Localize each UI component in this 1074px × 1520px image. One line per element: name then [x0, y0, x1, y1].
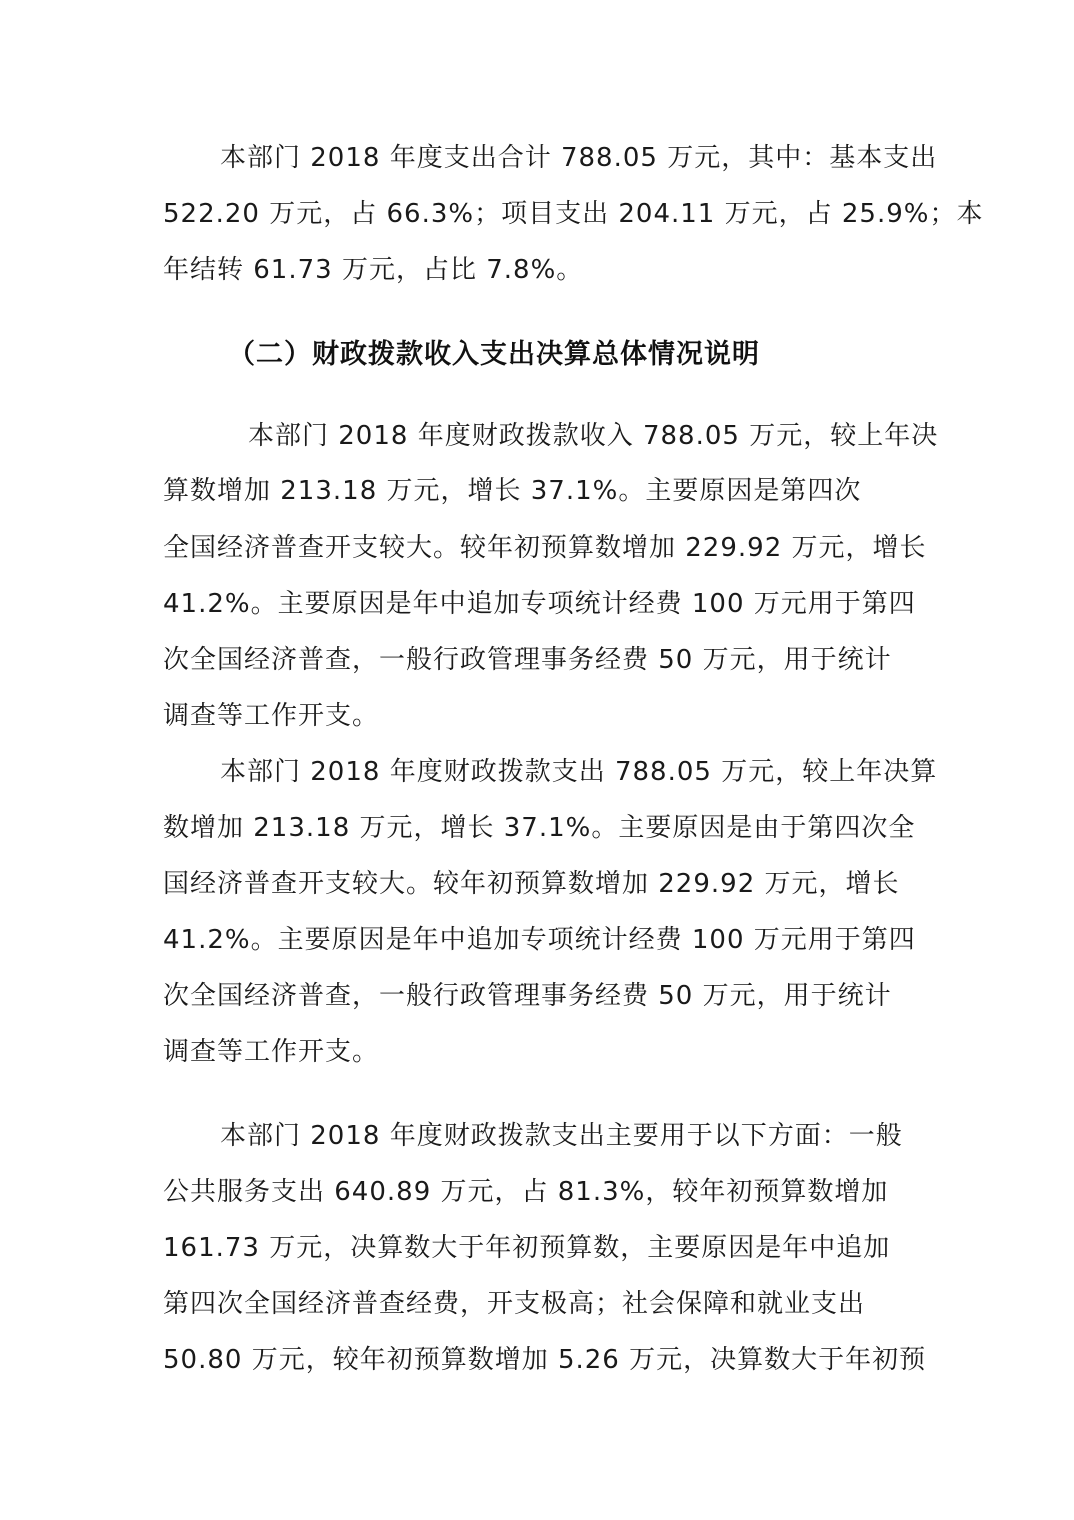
- paragraph-2-line-4: 41.2%。主要原因是年中追加专项统计经费 100 万元用于第四: [163, 589, 916, 619]
- paragraph-4-line-4: 第四次全国经济普查经费，开支极高；社会保障和就业支出: [163, 1289, 866, 1319]
- paragraph-4-line-5: 50.80 万元，较年初预算数增加 5.26 万元，决算数大于年初预: [163, 1345, 927, 1375]
- paragraph-2-line-6: 调查等工作开支。: [163, 701, 380, 731]
- paragraph-4-line-2: 公共服务支出 640.89 万元，占 81.3%，较年初预算数增加: [163, 1177, 889, 1207]
- paragraph-2-line-5: 次全国经济普查，一般行政管理事务经费 50 万元，用于统计: [163, 645, 892, 675]
- paragraph-3-line-1: 本部门 2018 年度财政拨款支出 788.05 万元，较上年决算: [220, 757, 938, 787]
- paragraph-1-line-2: 522.20 万元，占 66.3%；项目支出 204.11 万元，占 25.9%；本: [163, 199, 984, 229]
- paragraph-2-line-2: 算数增加 213.18 万元，增长 37.1%。主要原因是第四次: [163, 476, 862, 506]
- paragraph-4-line-3: 161.73 万元，决算数大于年初预算数，主要原因是年中追加: [163, 1233, 891, 1263]
- paragraph-4-line-1: 本部门 2018 年度财政拨款支出主要用于以下方面：一般: [220, 1121, 903, 1151]
- paragraph-3-line-2: 数增加 213.18 万元，增长 37.1%。主要原因是由于第四次全: [163, 813, 916, 843]
- paragraph-3-line-6: 调查等工作开支。: [163, 1037, 380, 1067]
- paragraph-1-line-1: 本部门 2018 年度支出合计 788.05 万元，其中：基本支出: [220, 143, 938, 173]
- paragraph-3-line-4: 41.2%。主要原因是年中追加专项统计经费 100 万元用于第四: [163, 925, 916, 955]
- paragraph-3-line-5: 次全国经济普查，一般行政管理事务经费 50 万元，用于统计: [163, 981, 892, 1011]
- paragraph-2-line-1: 本部门 2018 年度财政拨款收入 788.05 万元，较上年决: [248, 421, 939, 451]
- paragraph-2-line-3: 全国经济普查开支较大。较年初预算数增加 229.92 万元，增长: [163, 533, 927, 563]
- paragraph-3-line-3: 国经济普查开支较大。较年初预算数增加 229.92 万元，增长: [163, 869, 900, 899]
- paragraph-1-line-3: 年结转 61.73 万元，占比 7.8%。: [163, 255, 584, 285]
- section-heading: （二）财政拨款收入支出决算总体情况说明: [228, 339, 760, 370]
